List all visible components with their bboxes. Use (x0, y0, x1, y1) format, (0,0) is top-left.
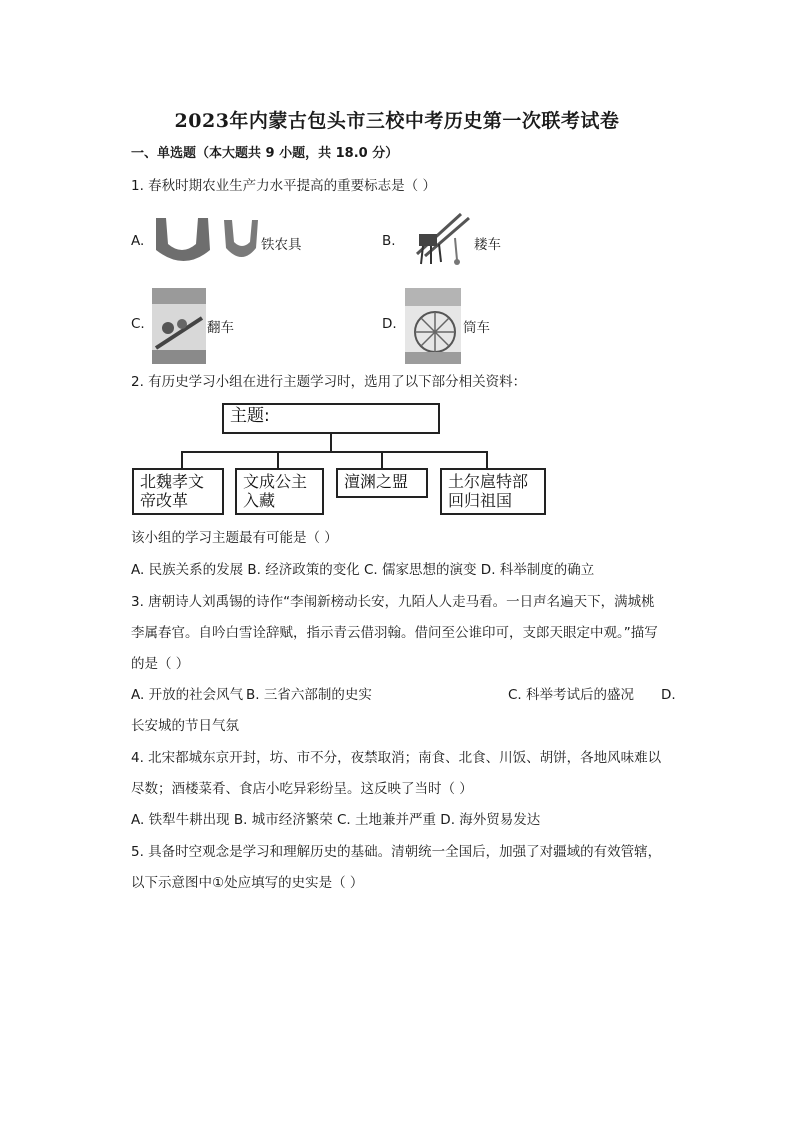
diagram-item-box (132, 468, 224, 515)
q3-option-d: D. (661, 687, 676, 703)
diagram-connector (381, 451, 383, 469)
diagram-connector (486, 451, 488, 469)
seed-drill-image (405, 208, 473, 268)
diagram-item-text: 帝改革 (140, 491, 189, 510)
q2-stem: 2. 有历史学习小组在进行主题学习时，选用了以下部分相关资料： (131, 374, 527, 390)
diagram-topic-label: 主题: (230, 406, 270, 426)
q5-line: 以下示意图中①处应填写的史实是（ ） (131, 875, 364, 891)
diagram-connector (330, 434, 332, 452)
diagram-item-box (235, 468, 324, 515)
diagram-connector (181, 451, 487, 453)
diagram-item-box (336, 468, 428, 498)
q4-options: A. 铁犁牛耕出现 B. 城市经济繁荣 C. 土地兼并严重 D. 海外贸易发达 (131, 812, 541, 828)
tube-wheel-image (405, 288, 461, 364)
q1-stem: 1. 春秋时期农业生产力水平提高的重要标志是（ ） (131, 178, 436, 194)
square-pallet-chain-pump-image (152, 288, 206, 364)
iron-tools-image (152, 214, 260, 270)
q3-line: 李属春官。自吟白雪诠辞赋，指示青云借羽翰。借问至公谁印可，支郎天眼定中观。”描写 (131, 625, 658, 641)
q1-option-d-label: D. (382, 316, 397, 332)
q1-option-c-caption: 翻车 (207, 320, 234, 336)
page-title: 2023年内蒙古包头市三校中考历史第一次联考试卷 (174, 110, 620, 132)
diagram-item-text: 北魏孝文 (140, 472, 205, 491)
q3-option-b: B. 三省六部制的史实 (246, 687, 372, 703)
q1-option-c-label: C. (131, 316, 145, 332)
q3-option-d-text: 长安城的节日气氛 (131, 718, 239, 734)
diagram-item-text: 澶渊之盟 (344, 472, 409, 491)
q2-question: 该小组的学习主题最有可能是（ ） (131, 530, 338, 546)
diagram-topic-box (222, 403, 440, 434)
q4-line: 4. 北宋都城东京开封，坊、市不分，夜禁取消；南食、北食、川饭、胡饼，各地风味难以 (131, 750, 662, 766)
q1-option-b-caption: 耧车 (474, 237, 501, 253)
q3-line: 的是（ ） (131, 656, 190, 672)
diagram-connector (181, 451, 183, 469)
diagram-item-text: 入藏 (243, 491, 276, 510)
q3-option-a: A. 开放的社会风气 (131, 687, 244, 703)
diagram-item-text: 土尔扈特部 (448, 472, 529, 491)
diagram-item-text: 回归祖国 (448, 491, 513, 510)
diagram-item-text: 文成公主 (243, 472, 308, 491)
q5-line: 5. 具备时空观念是学习和理解历史的基础。清朝统一全国后，加强了对疆域的有效管辖， (131, 844, 662, 860)
q4-line: 尽数；酒楼菜肴、食店小吃异彩纷呈。这反映了当时（ ） (131, 781, 473, 797)
q1-option-b-label: B. (382, 233, 396, 249)
q2-options: A. 民族关系的发展 B. 经济政策的变化 C. 儒家思想的演变 D. 科举制度的确立 (131, 562, 595, 578)
diagram-connector (277, 451, 279, 469)
q3-line: 3. 唐朝诗人刘禹锡的诗作“李闱新榜动长安，九陌人人走马看。一日声名遍天下，满城桃 (131, 594, 655, 610)
q1-option-a-label: A. (131, 233, 145, 249)
q3-option-c: C. 科举考试后的盛况 (508, 687, 635, 703)
q1-option-a-caption: 铁农具 (261, 237, 302, 253)
section-heading: 一、单选题（本大题共 9 小题，共 18.0 分） (131, 146, 399, 161)
diagram-item-box (440, 468, 546, 515)
q1-option-d-caption: 筒车 (463, 320, 490, 336)
